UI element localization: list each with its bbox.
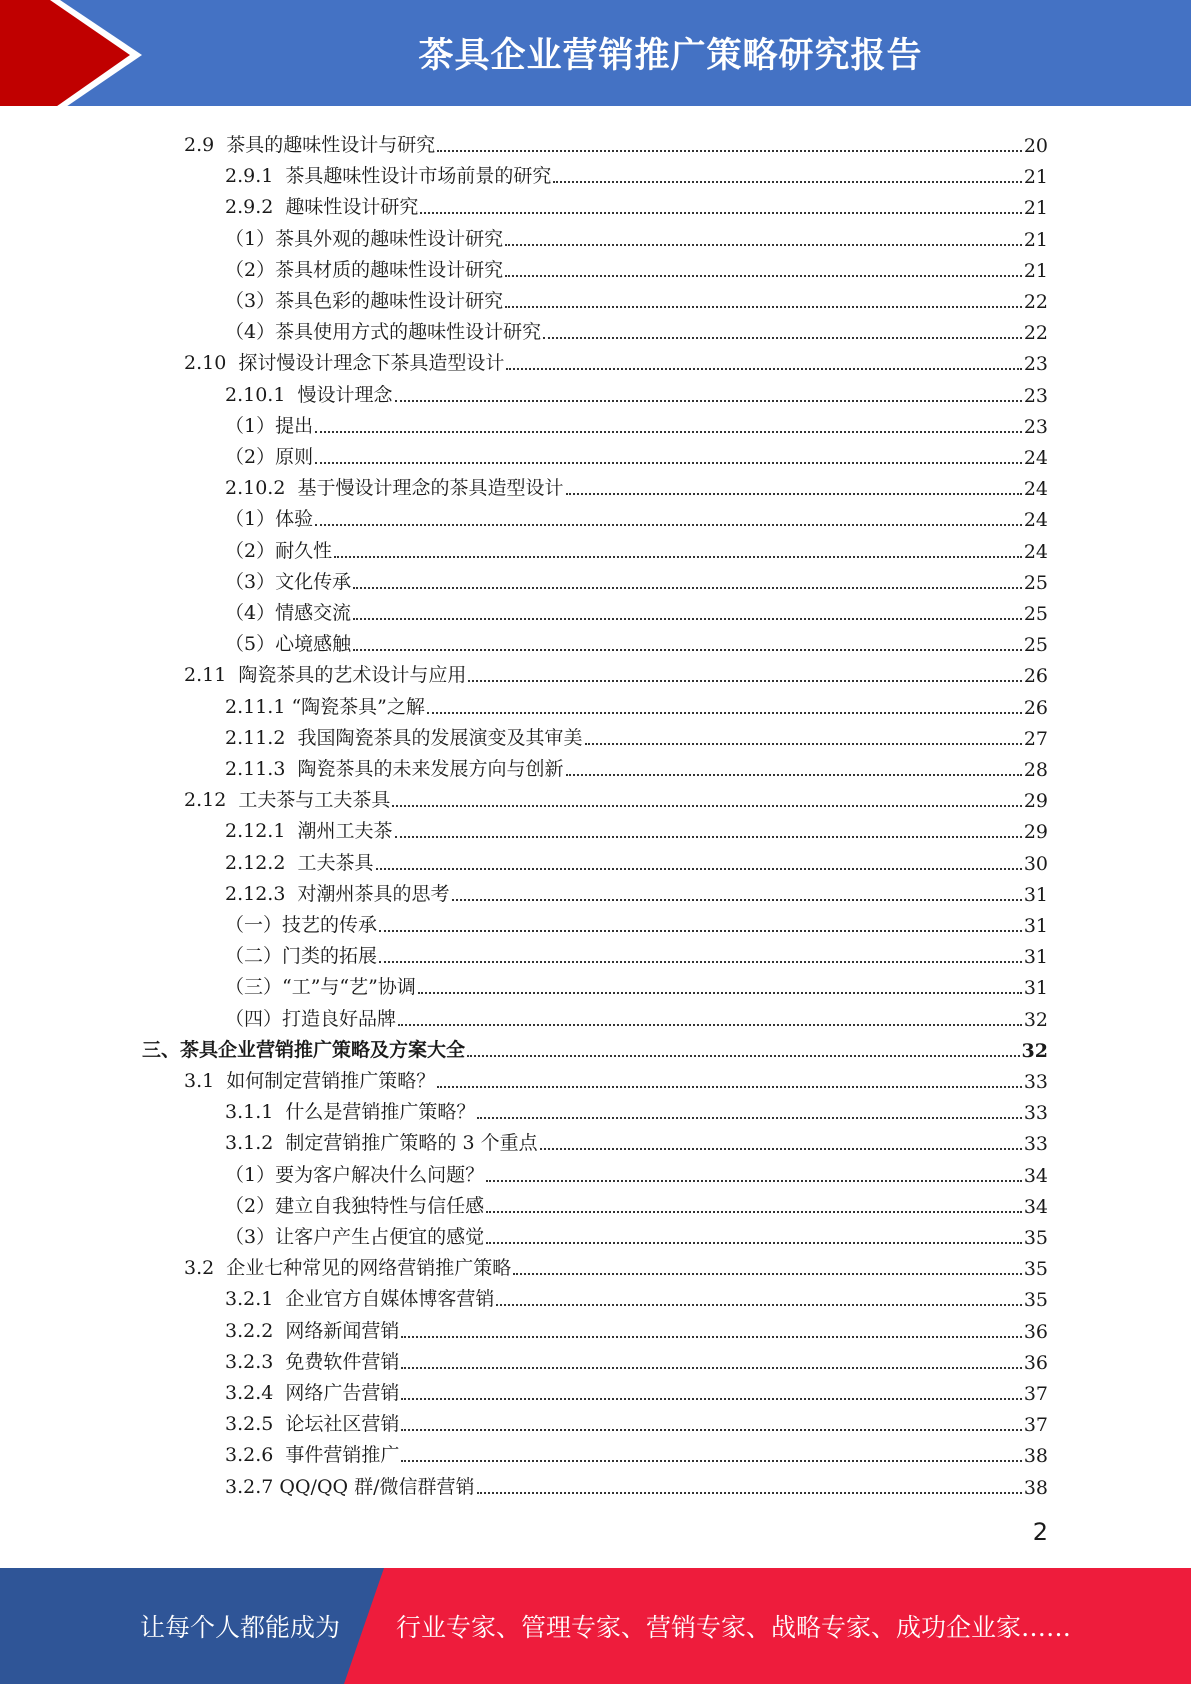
toc-entry-title: （2）耐久性: [225, 539, 333, 562]
toc-dot-leader: [437, 1086, 1022, 1088]
toc-dot-leader: [540, 1148, 1022, 1150]
toc-entry: [184, 1062, 1048, 1093]
toc-entry: [225, 1468, 1048, 1499]
toc-entry: [184, 781, 1048, 812]
toc-entry: [225, 1000, 1048, 1031]
toc-entry-title: 2.11 陶瓷茶具的艺术设计与应用: [184, 664, 467, 687]
toc-entry: [225, 500, 1048, 531]
toc-entry: [225, 844, 1048, 875]
toc-entry-page: 24: [1023, 540, 1048, 563]
toc-entry: [184, 126, 1048, 157]
toc-entry-page: 25: [1023, 571, 1048, 594]
toc-entry-page: 20: [1023, 135, 1048, 157]
toc-dot-leader: [395, 400, 1022, 402]
toc-dot-leader: [379, 961, 1022, 963]
toc-entry-title: 3.2.2 网络新闻营销: [225, 1319, 400, 1342]
toc-entry-title: （3）文化传承: [225, 570, 352, 593]
toc-entry: [225, 625, 1048, 656]
toc-entry-page: 37: [1023, 1414, 1048, 1437]
toc-dot-leader: [353, 587, 1022, 589]
toc-entry: [225, 750, 1048, 781]
toc-entry-page: 21: [1023, 259, 1048, 282]
toc-entry-page: 24: [1023, 447, 1048, 469]
toc-dot-leader: [395, 836, 1022, 838]
toc-entry: [225, 1343, 1048, 1374]
toc-entry-title: 2.10.2 基于慢设计理念的茶具造型设计: [225, 477, 564, 500]
toc-dot-leader: [566, 774, 1022, 776]
toc-dot-leader: [427, 712, 1022, 714]
toc-entry: [225, 157, 1048, 188]
toc-entry-page: 24: [1023, 509, 1048, 532]
toc-entry-title: 3.2.1 企业官方自媒体博客营销: [225, 1288, 495, 1311]
toc-dot-leader: [553, 181, 1021, 183]
toc-entry: [225, 1312, 1048, 1343]
toc-entry-page: 29: [1023, 821, 1048, 844]
toc-entry-title: 2.12.2 工夫茶具: [225, 851, 374, 874]
toc-dot-leader: [505, 275, 1022, 277]
toc-entry-page: 32: [1023, 1008, 1048, 1031]
toc-entry-page: 30: [1023, 852, 1048, 875]
toc-entry-title: （1）体验: [225, 508, 314, 531]
toc-dot-leader: [401, 1336, 1021, 1338]
toc-entry-title: 3.1.2 制定营销推广策略的 3 个重点: [225, 1132, 538, 1155]
toc-entry-title: （4）情感交流: [225, 602, 352, 624]
toc-entry-page: 37: [1023, 1383, 1048, 1405]
toc-entry-title: 3.1 如何制定营销推广策略？: [184, 1070, 436, 1092]
toc-entry-title: 2.10 探讨慢设计理念下茶具造型设计: [184, 352, 505, 375]
toc-entry-page: 25: [1023, 603, 1048, 625]
toc-entry-title: 三、茶具企业营销推广策略及方案大全: [142, 1038, 466, 1061]
toc-entry-title: 3.2.6 事件营销推广: [225, 1444, 400, 1467]
toc-dot-leader: [496, 1304, 1021, 1306]
toc-entry-title: 3.2.4 网络广告营销: [225, 1382, 400, 1404]
toc-entry-title: （3）茶具色彩的趣味性设计研究: [225, 290, 504, 312]
toc-dot-leader: [401, 1460, 1021, 1462]
toc-entry-page: 36: [1023, 1351, 1048, 1374]
toc-entry-title: 2.12.1 潮州工夫茶: [225, 820, 393, 843]
footer-slogan-right: 行业专家、管理专家、营销专家、战略专家、成功企业家……: [396, 1613, 1072, 1642]
toc-entry: [225, 1187, 1048, 1218]
toc-entry-title: 3.2.5 论坛社区营销: [225, 1413, 400, 1436]
toc-dot-leader: [486, 1211, 1022, 1213]
toc-entry-page: 24: [1023, 478, 1048, 501]
toc-dot-leader: [505, 244, 1022, 246]
toc-entry-title: （2）原则: [225, 446, 314, 468]
toc-entry-page: 27: [1023, 727, 1048, 750]
toc-entry: [225, 188, 1048, 219]
toc-entry: [225, 1280, 1048, 1311]
toc-dot-leader: [513, 1273, 1022, 1275]
toc-entry-page: 31: [1023, 946, 1048, 969]
toc-dot-leader: [477, 1117, 1021, 1119]
toc-entry-title: 2.10.1 慢设计理念: [225, 383, 393, 406]
toc-entry-page: 21: [1023, 166, 1048, 189]
document-title: 茶具企业营销推广策略研究报告: [418, 36, 923, 76]
toc-entry: [225, 875, 1048, 906]
toc-entry-page: 22: [1023, 322, 1048, 345]
toc-entry-page: 28: [1023, 759, 1048, 781]
toc-entry-page: 23: [1023, 384, 1048, 407]
toc-entry-page: 38: [1023, 1476, 1048, 1499]
toc-entry-page: 34: [1023, 1195, 1048, 1218]
toc-dot-leader: [506, 368, 1021, 370]
toc-entry-page: 21: [1023, 228, 1048, 251]
toc-entry-title: 2.9 茶具的趣味性设计与研究: [184, 134, 436, 156]
toc-dot-leader: [401, 1398, 1021, 1400]
toc-dot-leader: [452, 899, 1022, 901]
toc-entry-page: 33: [1023, 1133, 1048, 1156]
toc-entry-title: （三）“工”与“艺”协调: [225, 976, 416, 999]
toc-dot-leader: [505, 306, 1022, 308]
toc-entry: [225, 282, 1048, 313]
toc-dot-leader: [401, 1367, 1021, 1369]
toc-entry-title: （1）提出: [225, 414, 314, 437]
page-footer: [0, 1568, 1191, 1684]
toc-entry: [142, 1031, 1048, 1062]
toc-entry: [225, 313, 1048, 344]
toc-entry: [225, 1093, 1048, 1124]
toc-entry: [225, 251, 1048, 282]
toc-dot-leader: [418, 992, 1022, 994]
toc-entry-title: （一）技艺的传承: [225, 914, 378, 936]
toc-entry-page: 32: [1021, 1039, 1048, 1062]
toc-dot-leader: [543, 337, 1022, 339]
toc-entry-title: （1）要为客户解决什么问题？: [225, 1163, 485, 1186]
toc-entry-title: （四）打造良好品牌: [225, 1007, 397, 1030]
toc-entry: [225, 719, 1048, 750]
toc-entry-page: 33: [1023, 1102, 1048, 1125]
toc-entry: [225, 937, 1048, 968]
toc-entry-page: 29: [1023, 790, 1048, 813]
toc-entry-page: 23: [1023, 415, 1048, 438]
toc-dot-leader: [486, 1180, 1022, 1182]
toc-dot-leader: [401, 1429, 1021, 1431]
toc-dot-leader: [420, 212, 1021, 214]
toc-dot-leader: [467, 1055, 1020, 1057]
toc-entry-title: 2.11.3 陶瓷茶具的未来发展方向与创新: [225, 758, 564, 780]
toc-entry-title: （1）茶具外观的趣味性设计研究: [225, 227, 504, 250]
page-number: 2: [1032, 1518, 1048, 1546]
toc-entry: [225, 968, 1048, 999]
toc-entry-page: 25: [1023, 634, 1048, 657]
toc-entry-page: 31: [1023, 883, 1048, 906]
toc-entry-title: 2.11.2 我国陶瓷茶具的发展演变及其审美: [225, 726, 583, 749]
toc-entry-title: 3.1.1 什么是营销推广策略？: [225, 1101, 476, 1124]
toc-entry-page: 38: [1023, 1445, 1048, 1468]
toc-entry: [225, 407, 1048, 438]
toc-entry: [225, 438, 1048, 469]
toc-entry-title: 3.2.7 QQ/QQ 群/微信群营销: [225, 1475, 475, 1498]
toc-dot-leader: [585, 743, 1022, 745]
toc-entry-title: （5）心境感触: [225, 633, 352, 656]
toc-entry: [225, 1405, 1048, 1436]
toc-entry: [184, 656, 1048, 687]
toc-dot-leader: [477, 1492, 1022, 1494]
toc-entry: [225, 1436, 1048, 1467]
toc-entry-page: 26: [1023, 665, 1048, 688]
toc-entry-page: 34: [1023, 1164, 1048, 1187]
toc-dot-leader: [353, 618, 1022, 620]
toc-dot-leader: [315, 524, 1022, 526]
toc-entry-page: 26: [1023, 696, 1048, 719]
toc-dot-leader: [392, 805, 1021, 807]
toc-entry: [225, 563, 1048, 594]
toc-entry: [225, 1374, 1048, 1405]
footer-slogan-left: 让每个人都能成为: [140, 1613, 341, 1642]
toc-entry: [225, 1156, 1048, 1187]
toc-entry: [225, 594, 1048, 625]
toc-entry-title: 2.12.3 对潮州茶具的思考: [225, 882, 450, 905]
toc-entry-page: 35: [1023, 1289, 1048, 1312]
toc-dot-leader: [398, 1024, 1022, 1026]
toc-entry-title: （2）建立自我独特性与信任感: [225, 1194, 485, 1217]
toc-entry-title: （二）门类的拓展: [225, 945, 378, 968]
toc-entry: [225, 1124, 1048, 1155]
toc-entry-title: 2.9.1 茶具趣味性设计市场前景的研究: [225, 165, 552, 188]
toc-entry-title: 2.9.2 趣味性设计研究: [225, 196, 419, 219]
toc-dot-leader: [486, 1242, 1022, 1244]
toc-entry: [184, 344, 1048, 375]
toc-entry-title: （3）让客户产生占便宜的感觉: [225, 1226, 485, 1248]
toc-entry-page: 36: [1023, 1320, 1048, 1343]
toc-entry-page: 35: [1023, 1258, 1048, 1281]
toc-dot-leader: [379, 930, 1022, 932]
toc-dot-leader: [468, 680, 1021, 682]
toc-dot-leader: [353, 649, 1022, 651]
toc-entry: [225, 688, 1048, 719]
toc-entry-page: 23: [1023, 353, 1048, 376]
toc-entry-page: 21: [1023, 197, 1048, 220]
page-header: [0, 0, 1191, 111]
toc-entry: [225, 812, 1048, 843]
toc-entry-title: 2.12 工夫茶与工夫茶具: [184, 789, 391, 812]
toc-entry-page: 35: [1023, 1227, 1048, 1249]
toc-dot-leader: [334, 556, 1022, 558]
toc-dot-leader: [437, 150, 1022, 152]
toc-entry-page: 31: [1023, 915, 1048, 937]
toc-entry-title: 2.11.1 “陶瓷茶具”之解: [225, 695, 425, 718]
toc-entry-page: 31: [1023, 977, 1048, 1000]
toc-entry: [225, 1218, 1048, 1249]
toc-entry-title: （4）茶具使用方式的趣味性设计研究: [225, 321, 542, 344]
toc-entry-title: 3.2 企业七种常见的网络营销推广策略: [184, 1257, 512, 1280]
toc-entry: [225, 376, 1048, 407]
toc-dot-leader: [376, 868, 1022, 870]
toc-dot-leader: [315, 431, 1022, 433]
toc-entry-page: 22: [1023, 291, 1048, 313]
toc-entry: [225, 532, 1048, 563]
toc-entry-page: 33: [1023, 1071, 1048, 1093]
toc-entry: [225, 906, 1048, 937]
toc-entry: [184, 1249, 1048, 1280]
toc-entry: [225, 220, 1048, 251]
toc-entry-title: （2）茶具材质的趣味性设计研究: [225, 258, 504, 281]
toc-dot-leader: [566, 493, 1022, 495]
toc-dot-leader: [315, 462, 1022, 464]
toc-entry-title: 3.2.3 免费软件营销: [225, 1350, 400, 1373]
toc-entry: [225, 469, 1048, 500]
